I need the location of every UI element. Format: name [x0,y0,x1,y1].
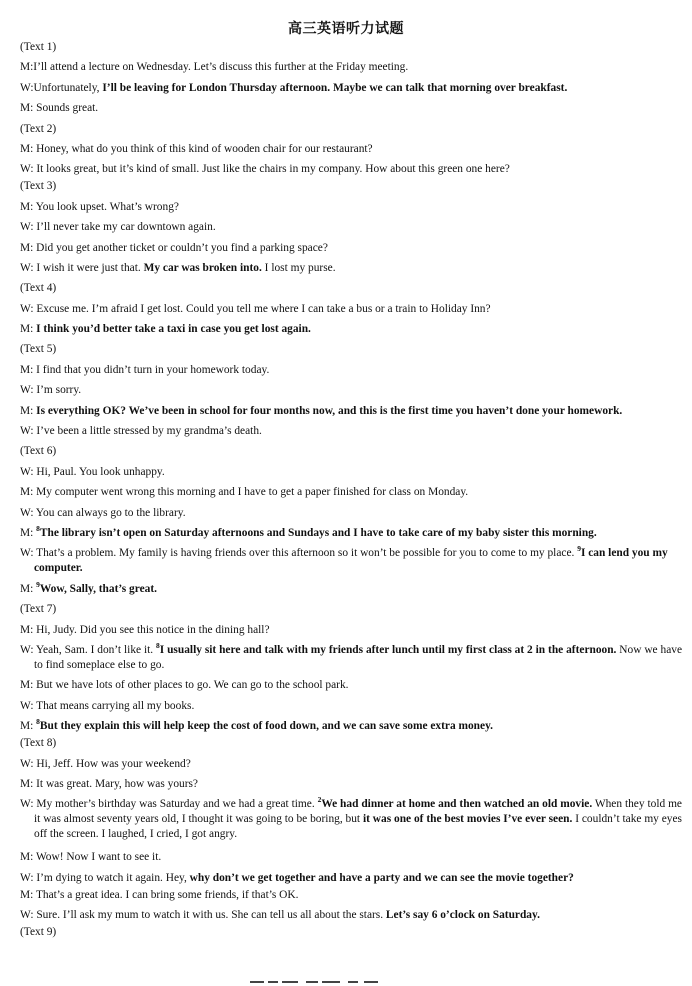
line-text-bold: I usually sit here and talk with my friends after lunch until my first class at 2 in the afternoon. [159,643,617,656]
line-text: Sure. I’ll ask my mum to watch it with us. She can tell us all about the stars. [36,909,386,922]
dialogue-line [20,162,682,177]
line-text-bold: why don’t we get together and have a party and we can see the movie together? [189,871,574,884]
line-text: Did you get another ticket or couldn’t you find a parking space? [36,241,328,254]
dialogue-line [20,363,682,378]
line-text: I’m dying to watch it again. Hey, [36,871,190,884]
speaker: M: [20,623,37,636]
line-text-bold: I’ll be leaving for London Thursday afternoon. Maybe we can talk that morning over breakfast. [102,81,568,94]
line-text-bold: I think you’d better take a taxi in case you get lost again. [36,323,311,336]
dialogue-line [20,383,682,398]
dialogue-line [20,404,682,419]
dialogue-line [20,261,682,276]
line-text: Excuse me. I’m afraid I get lost. Could you tell me where I can take a bus or a train to Holiday Inn? [36,302,491,315]
speaker: M: [20,241,37,254]
question-marker: 2 [317,795,322,805]
dialogue-line [20,424,682,439]
speaker: M: [20,142,37,155]
speaker: M: [20,582,37,595]
text-label: (Text 6) [20,445,57,458]
dialogue-line [20,485,682,500]
text-label: (Text 4) [20,282,57,295]
text-label: (Text 3) [20,180,57,193]
line-text: I find that you didn’t turn in your homework today. [36,363,270,376]
line-text: Honey, what do you think of this kind of wooden chair for our restaurant? [36,142,373,155]
line-text: Hi, Judy. Did you see this notice in the dining hall? [36,623,270,636]
line-text: That means carrying all my books. [36,699,195,712]
question-marker: 9 [577,544,581,554]
speaker: W: [20,163,37,176]
line-text: Wow! Now I want to see it. [35,851,162,864]
line-text-bold: The library isn’t open on Saturday afternoons and Sundays and I have to take care of my baby sister this morning. [39,526,597,539]
speaker: W: [20,261,37,274]
speaker: W: [20,425,37,438]
page-title: 高三英语听力试题 [288,21,404,37]
line-text-bold: Is everything OK? We’ve been in school for four months now, and this is the first time you haven’t done your homework. [36,404,623,417]
speaker: M: [20,200,36,213]
line-text: Hi, Paul. You look unhappy. [36,465,165,478]
line-text: Sounds great. [36,102,99,115]
dialogue-line [20,322,682,337]
text-label: (Text 2) [20,122,57,135]
line-text: Now we have to find someplace else to go. [34,643,683,671]
line-text: My mother’s birthday was Saturday and we had a great time. [36,798,318,811]
text-label: (Text 7) [20,603,57,616]
dialogue-line [20,850,682,865]
speaker: M: [20,363,37,376]
line-text: That’s a problem. My family is having friends over this afternoon so it won’t be possible for you to come to my place. [36,547,578,560]
line-text: I lost my purse. [261,261,336,274]
speaker: M: [20,526,37,539]
line-text-bold: Let’s say 6 o’clock on Saturday. [385,909,540,922]
dialogue-line [20,757,682,772]
speaker: M: [20,102,37,115]
line-text-bold: I can lend you my computer. [34,547,668,575]
dialogue-line [20,699,682,714]
speaker: M: [20,720,37,733]
speaker: W: [20,221,37,234]
dialogue-line [20,719,682,734]
speaker: W: [20,506,36,519]
speaker: M: [20,888,36,901]
speaker: W: [20,465,37,478]
dialogue-line [20,678,682,693]
speaker: W: [20,798,37,811]
speaker: M: [20,679,37,692]
dialogue-line [20,871,682,886]
dialogue-line [20,220,682,235]
dialogue-line [20,797,682,842]
dialogue-line [20,302,682,317]
line-text: Unfortunately, [33,81,103,94]
line-text: You look upset. What’s wrong? [35,200,179,213]
line-text: I’ll never take my car downtown again. [36,221,216,234]
dialogue-line [20,546,682,576]
speaker: M: [20,404,37,417]
line-text: It looks great, but it’s kind of small. Just like the chairs in my company. How about this green one here? [36,163,510,176]
text-label: (Text 1) [20,41,57,53]
dialogue-line [20,142,682,157]
speaker: M: [20,61,34,74]
line-text: That’s a great idea. I can bring some friends, if that’s OK. [35,888,299,901]
line-text: I’ll attend a lecture on Wednesday. Let’s discuss this further at the Friday meeting. [33,61,409,74]
line-text: I’ve been a little stressed by my grandma’s death. [36,425,262,438]
line-text: I wish it were just that. [36,261,144,274]
speaker: W: [20,302,37,315]
question-marker: 8 [156,641,160,651]
dialogue-line [20,623,682,638]
speaker: W: [20,81,34,94]
question-marker: 8 [36,717,40,727]
dialogue-line [20,241,682,256]
dialogue-line [20,579,682,597]
speaker: M: [20,323,37,336]
line-text: Hi, Jeff. How was your weekend? [36,757,191,770]
line-text: I’m sorry. [36,384,82,397]
dialogue-line [20,506,682,521]
question-marker: 8 [36,524,40,534]
line-text: You can always go to the library. [35,506,186,519]
line-text: But we have lots of other places to go. We can go to the school park. [36,679,349,692]
line-text: My computer went wrong this morning and I have to get a paper finished for class on Monday. [36,486,469,499]
line-text: It was great. Mary, how was yours? [36,777,198,790]
cropped-text-fragment [250,975,450,985]
speaker: W: [20,871,37,884]
text-label: (Text 8) [20,737,57,750]
line-text-bold: My car was broken into. [143,261,262,274]
cropped-footer-text [250,975,450,985]
dialogue-line [20,908,682,923]
dialogue-line [20,465,682,480]
dialogue-line [20,643,682,673]
speaker: W: [20,699,37,712]
line-text-bold: But they explain this will help keep the cost of food down, and we can save some extra money. [39,720,493,733]
line-text: Yeah, Sam. I don’t like it. [35,643,157,656]
dialogue-line [20,60,682,75]
line-text-bold: it was one of the best movies I’ve ever seen. [362,813,573,826]
speaker: W: [20,757,37,770]
line-text-bold: Wow, Sally, that’s great. [39,582,157,595]
dialogue-line [20,200,682,215]
speaker: W: [20,909,37,922]
line-text: When they told me it was almost seventy years old, I thought it was going to be boring, but [34,798,682,826]
dialogue-line [20,101,682,116]
dialogue-line [20,888,682,903]
speaker: W: [20,384,37,397]
line-text: I couldn’t take my eyes off the screen. I laughed, I cried, I got angry. [34,813,682,841]
text-label: (Text 5) [20,343,57,356]
dialogue-line [20,777,682,792]
dialogue-line [20,81,682,96]
speaker: M: [20,777,37,790]
dialogue-line [20,526,682,541]
line-text-bold: We had dinner at home and then watched an old movie. [321,798,593,811]
text-label: (Text 9) [20,926,57,939]
speaker: M: [20,851,36,864]
speaker: W: [20,643,36,656]
transcript-body [20,40,682,945]
speaker: M: [20,486,37,499]
speaker: W: [20,547,37,560]
question-marker: 9 [36,579,40,589]
